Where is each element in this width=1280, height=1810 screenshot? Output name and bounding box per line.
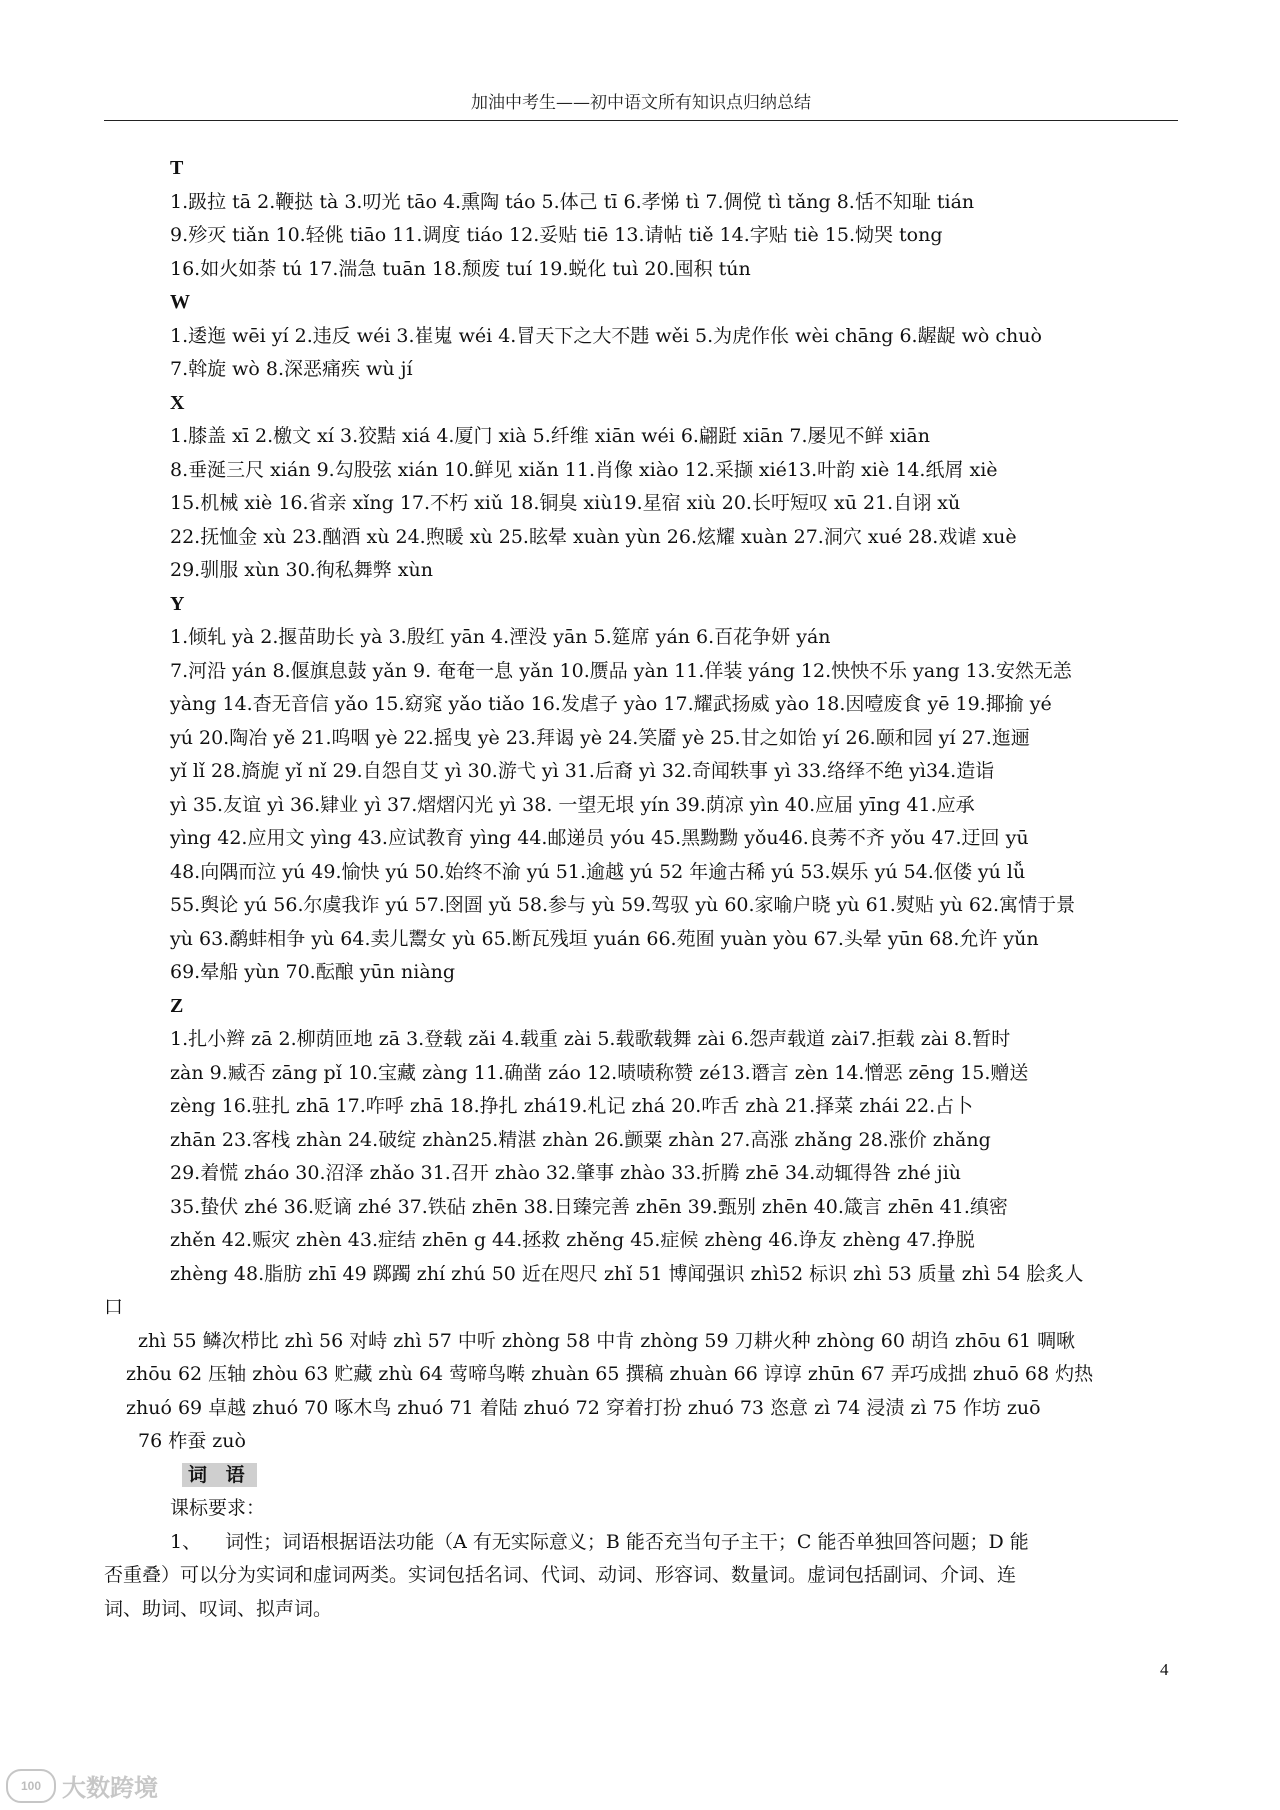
- text-line: 8.垂涎三尺 xián 9.勾股弦 xián 10.鲜见 xiǎn 11.肖像 xiào 12.采撷 xié13.叶韵 xiè 14.纸屑 xiè: [170, 458, 998, 481]
- text-line: 76 柞蚕 zuò: [138, 1430, 246, 1452]
- text-line: 55.舆论 yú 56.尔虞我诈 yú 57.囹圄 yǔ 58.参与 yù 59.驾驭 yù 60.家喻户晓 yù 61.熨贴 yù 62.寓情于景: [170, 894, 1076, 916]
- text-line: zàn 9.臧否 zāng pǐ 10.宝藏 zàng 11.确凿 záo 12.啧啧称赞 zé13.谮言 zèn 14.憎恶 zēng 15.赠送: [170, 1061, 1029, 1084]
- text-line: zhuó 69 卓越 zhuó 70 啄木鸟 zhuó 71 着陆 zhuó 72 穿着打扮 zhuó 73 恣意 zì 74 浸渍 zì 75 作坊 zuō: [126, 1396, 1041, 1419]
- header-title: 加油中考生——初中语文所有知识点归纳总结: [471, 93, 811, 113]
- text-line: yù 63.鹬蚌相争 yù 64.卖儿鬻女 yù 65.断瓦残垣 yuán 66.苑囿 yuàn yòu 67.头晕 yūn 68.允许 yǔn: [170, 927, 1039, 950]
- text-line: zhèng 48.脂肪 zhī 49 踯躅 zhí zhú 50 近在咫尺 zhǐ 51 博闻强识 zhì52 标识 zhì 53 质量 zhì 54 脍炙人: [170, 1262, 1084, 1285]
- text-line: zhān 23.客栈 zhàn 24.破绽 zhàn25.精湛 zhàn 26.颤粟 zhàn 27.高涨 zhǎng 28.涨价 zhǎng: [170, 1128, 991, 1151]
- text-line: 1.倾轧 yà 2.揠苗助长 yà 3.殷红 yān 4.湮没 yān 5.筵席 yán 6.百花争妍 yán: [170, 626, 831, 648]
- text-line: 1.膝盖 xī 2.檄文 xí 3.狡黠 xiá 4.厦门 xià 5.纤维 xiān wéi 6.翩跹 xiān 7.屡见不鲜 xiān: [170, 425, 930, 447]
- text-line: yàng 14.杳无音信 yǎo 15.窈窕 yǎo tiǎo 16.发虐子 yào 17.耀武扬威 yào 18.因噎废食 yē 19.揶揄 yé: [170, 693, 1052, 715]
- item-number: 1、: [170, 1530, 202, 1553]
- text-line: yú 20.陶冶 yě 21.呜咽 yè 22.摇曳 yè 23.拜谒 yè 24.笑靥 yè 25.甘之如饴 yí 26.颐和园 yí 27.迤逦: [170, 726, 1030, 749]
- words-paragraph-line: 否重叠）可以分为实词和虚词两类。实词包括名词、代词、动词、形容词、数量词。虚词包括副词、介词、连: [104, 1564, 1017, 1586]
- words-paragraph-line: 词、助词、叹词、拟声词。: [104, 1597, 333, 1620]
- text-line: zhōu 62 压轴 zhòu 63 贮藏 zhù 64 莺啼鸟啭 zhuàn 65 撰稿 zhuàn 66 谆谆 zhūn 67 弄巧成拙 zhuō 68 灼热: [126, 1363, 1094, 1385]
- text-line: 16.如火如荼 tú 17.湍急 tuān 18.颓废 tuí 19.蜕化 tuì 20.囤积 tún: [170, 257, 751, 280]
- text-line: zhěn 42.赈灾 zhèn 43.症结 zhēn g 44.拯救 zhěng 45.症候 zhèng 46.诤友 zhèng 47.挣脱: [170, 1229, 975, 1251]
- text-line: 15.机械 xiè 16.省亲 xǐng 17.不朽 xiǔ 18.铜臭 xiù19.星宿 xiù 20.长吁短叹 xū 21.自诩 xǔ: [170, 492, 961, 514]
- text-line: yǐ lǐ 28.旖旎 yǐ nǐ 29.自怨自艾 yì 30.游弋 yì 31.后裔 yì 32.奇闻轶事 yì 33.络绎不绝 yì34.造诣: [170, 760, 995, 782]
- watermark-text: 大数跨境: [62, 1774, 158, 1802]
- words-paragraph-first: [104, 1526, 1180, 1560]
- text-line: yì 35.友谊 yì 36.肄业 yì 37.熠熠闪光 yì 38. 一望无垠 yín 39.荫凉 yìn 40.应届 yīng 41.应承: [170, 793, 975, 816]
- text-line: 口: [104, 1296, 124, 1318]
- document-body: [104, 152, 1180, 1626]
- text-line: zèng 16.驻扎 zhā 17.咋呼 zhā 18.挣扎 zhá19.札记 zhá 20.咋舌 zhà 21.择菜 zhái 22.占卜: [170, 1095, 974, 1117]
- text-line: 9.殄灭 tiǎn 10.轻佻 tiāo 11.调度 tiáo 12.妥贴 tiē 13.请帖 tiě 14.字贴 tiè 15.恸哭 tong: [170, 224, 943, 246]
- words-section-title: [104, 1459, 1180, 1493]
- text-line: 69.晕船 yùn 70.酝酿 yūn niàng: [170, 961, 456, 983]
- words-section-title-text: 词 语: [182, 1463, 257, 1487]
- section-letter-y: Y: [170, 592, 185, 615]
- watermark-logo-icon: 100: [6, 1769, 56, 1803]
- page-number: 4: [1160, 1660, 1169, 1679]
- page-header: [104, 88, 1178, 121]
- section-letter-t: T: [170, 157, 184, 179]
- words-subtitle: 课标要求：: [170, 1497, 266, 1519]
- text-line: yìng 42.应用文 yìng 43.应试教育 yìng 44.邮递员 yóu 45.黑黝黝 yǒu46.良莠不齐 yǒu 47.迂回 yū: [170, 827, 1029, 849]
- text-line: 7.河沿 yán 8.偃旗息鼓 yǎn 9. 奄奄一息 yǎn 10.赝品 yàn 11.佯装 yáng 12.怏怏不乐 yang 13.安然无恙: [170, 659, 1072, 682]
- paragraph-text: 词性；词语根据语法功能（A 有无实际意义；B 能否充当句子主干；C 能否单独回答问题；D 能: [219, 1530, 1029, 1553]
- text-line: 29.着慌 zháo 30.沼泽 zhǎo 31.召开 zhào 32.肇事 zhào 33.折腾 zhē 34.动辄得咎 zhé jiù: [170, 1162, 962, 1184]
- text-line: 22.抚恤金 xù 23.酗酒 xù 24.煦暖 xù 25.眩晕 xuàn yùn 26.炫耀 xuàn 27.洞穴 xué 28.戏谑 xuè: [170, 525, 1017, 548]
- text-line: 1.趿拉 tā 2.鞭挞 tà 3.叨光 tāo 4.熏陶 táo 5.体己 tī 6.孝悌 tì 7.倜傥 tì tǎng 8.恬不知耻 tián: [170, 190, 975, 213]
- section-letter-w: W: [170, 291, 190, 313]
- section-letter-x: X: [170, 391, 185, 414]
- text-line: 7.斡旋 wò 8.深恶痛疾 wù jí: [170, 358, 413, 380]
- text-line: zhì 55 鳞次栉比 zhì 56 对峙 zhì 57 中听 zhòng 58 中肯 zhòng 59 刀耕火种 zhòng 60 胡诌 zhōu 61 啁啾: [138, 1329, 1076, 1352]
- text-line: 48.向隅而泣 yú 49.愉快 yú 50.始终不渝 yú 51.逾越 yú 52 年逾古稀 yú 53.娱乐 yú 54.伛偻 yú lǚ: [170, 860, 1026, 883]
- text-line: 1.逶迤 wēi yí 2.违反 wéi 3.崔嵬 wéi 4.冒天下之大不韪 wěi 5.为虎作伥 wèi chāng 6.龌龊 wò chuò: [170, 324, 1042, 347]
- text-line: 1.扎小辫 zā 2.柳荫匝地 zā 3.登载 zǎi 4.载重 zài 5.载歌载舞 zài 6.怨声载道 zài7.拒载 zài 8.暂时: [170, 1028, 1011, 1050]
- section-letter-z: Z: [170, 994, 184, 1017]
- text-line: 29.驯服 xùn 30.徇私舞弊 xùn: [170, 559, 433, 581]
- text-line: 35.蛰伏 zhé 36.贬谪 zhé 37.铁砧 zhēn 38.日臻完善 zhēn 39.甄别 zhēn 40.箴言 zhēn 41.缜密: [170, 1195, 1008, 1218]
- watermark: [6, 1768, 158, 1803]
